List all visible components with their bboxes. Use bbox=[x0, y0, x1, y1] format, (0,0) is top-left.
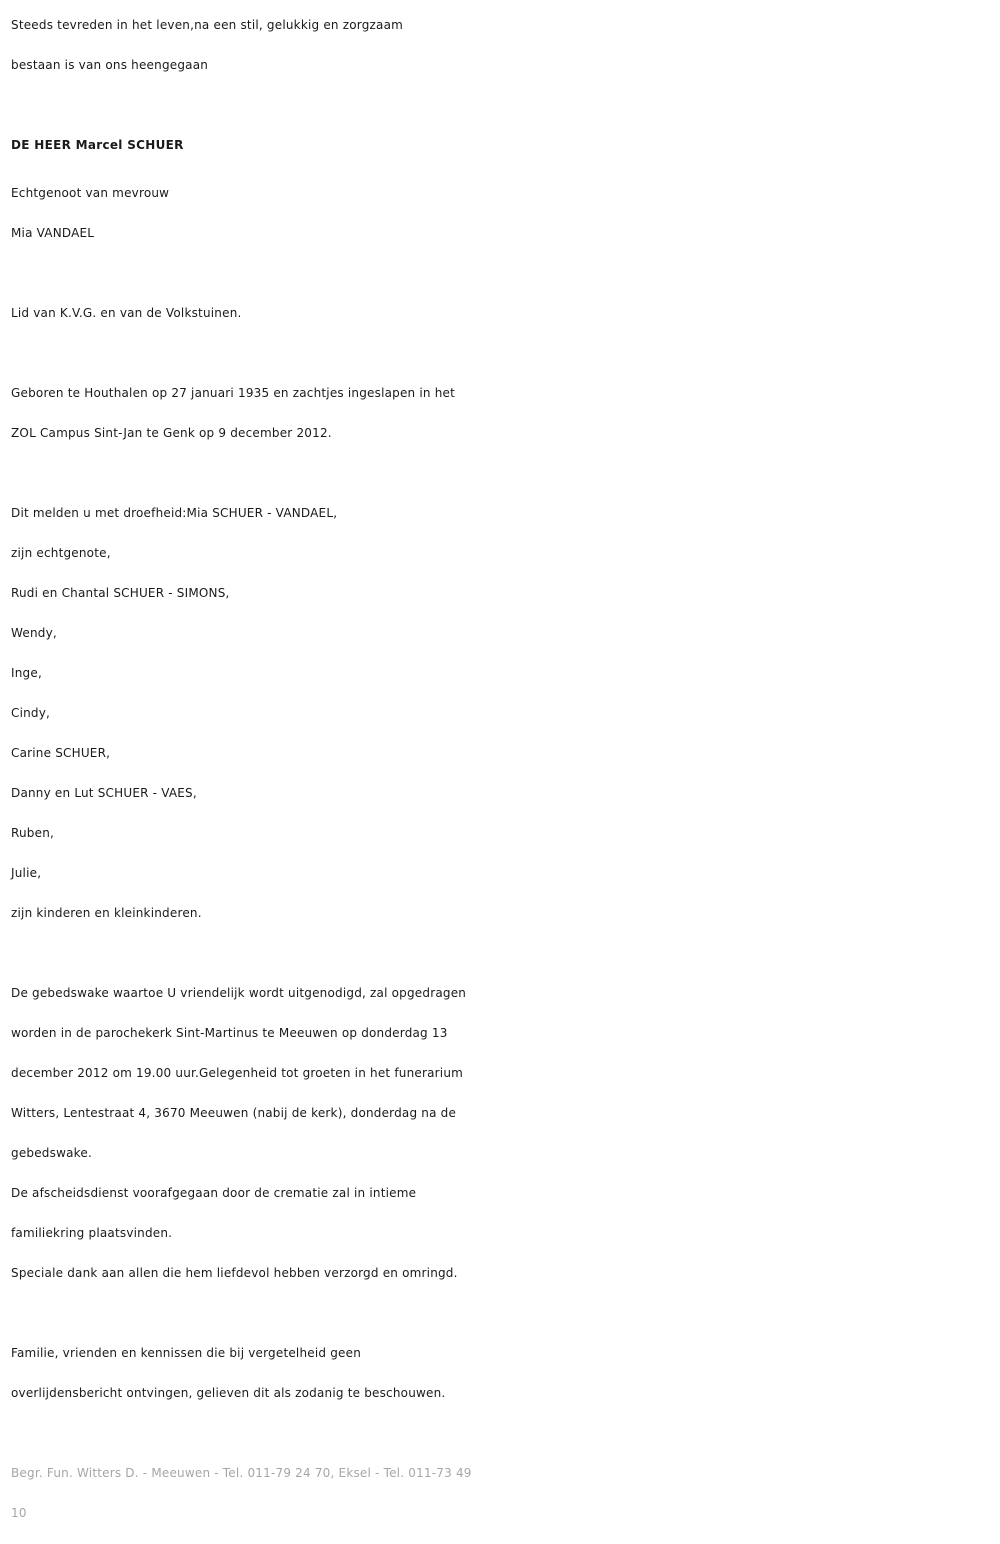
deceased-name-title: DE HEER Marcel SCHUER bbox=[11, 138, 184, 152]
ceremony-line: Speciale dank aan allen die hem liefdevol hebben verzorgd en omringd. bbox=[11, 1266, 458, 1280]
membership-line: Lid van K.V.G. en van de Volkstuinen. bbox=[11, 306, 242, 320]
spacer bbox=[11, 453, 991, 493]
birth-death-line: ZOL Campus Sint-Jan te Genk op 9 december 2012. bbox=[11, 426, 332, 440]
ceremony-line: Witters, Lentestraat 4, 3670 Meeuwen (nabij de kerk), donderdag na de bbox=[11, 1106, 457, 1120]
spacer bbox=[11, 333, 991, 373]
notice-line: overlijdensbericht ontvingen, gelieven dit als zodanig te beschouwen. bbox=[11, 1386, 446, 1400]
notice-line: Familie, vrienden en kennissen die bij vergetelheid geen bbox=[11, 1346, 362, 1360]
funeral-home-footer: Begr. Fun. Witters D. - Meeuwen - Tel. 011-79 24 70, Eksel - Tel. 011-73 49 bbox=[11, 1466, 472, 1480]
family-line: Inge, bbox=[11, 666, 42, 680]
spacer bbox=[11, 933, 991, 973]
family-line: Wendy, bbox=[11, 626, 57, 640]
birth-death-line: Geboren te Houthalen op 27 januari 1935 en zachtjes ingeslapen in het bbox=[11, 386, 456, 400]
family-line: Cindy, bbox=[11, 706, 51, 720]
ceremony-line: De gebedswake waartoe U vriendelijk wordt uitgenodigd, zal opgedragen bbox=[11, 986, 467, 1000]
intro-line: Steeds tevreden in het leven,na een stil, gelukkig en zorgzaam bbox=[11, 18, 404, 32]
family-line: Danny en Lut SCHUER - VAES, bbox=[11, 786, 197, 800]
intro-line: bestaan is van ons heengegaan bbox=[11, 58, 209, 72]
spacer bbox=[11, 1293, 991, 1333]
ceremony-line: familiekring plaatsvinden. bbox=[11, 1226, 173, 1240]
funeral-home-footer: 10 bbox=[11, 1506, 27, 1520]
ceremony-line: worden in de parochekerk Sint-Martinus te Meeuwen op donderdag 13 bbox=[11, 1026, 448, 1040]
spacer bbox=[11, 253, 991, 293]
spouse-line: Echtgenoot van mevrouw bbox=[11, 186, 170, 200]
spouse-name: Mia VANDAEL bbox=[11, 226, 95, 240]
family-line: zijn echtgenote, bbox=[11, 546, 111, 560]
ceremony-line: december 2012 om 19.00 uur.Gelegenheid tot groeten in het funerarium bbox=[11, 1066, 464, 1080]
spacer bbox=[11, 1413, 991, 1453]
family-line: Dit melden u met droefheid:Mia SCHUER - VANDAEL, bbox=[11, 506, 338, 520]
obituary-notice bbox=[11, 5, 991, 1533]
ceremony-line: gebedswake. bbox=[11, 1146, 92, 1160]
family-line: Ruben, bbox=[11, 826, 55, 840]
family-line: Julie, bbox=[11, 866, 42, 880]
family-line: zijn kinderen en kleinkinderen. bbox=[11, 906, 202, 920]
family-line: Carine SCHUER, bbox=[11, 746, 111, 760]
family-line: Rudi en Chantal SCHUER - SIMONS, bbox=[11, 586, 230, 600]
ceremony-line: De afscheidsdienst voorafgegaan door de crematie zal in intieme bbox=[11, 1186, 417, 1200]
